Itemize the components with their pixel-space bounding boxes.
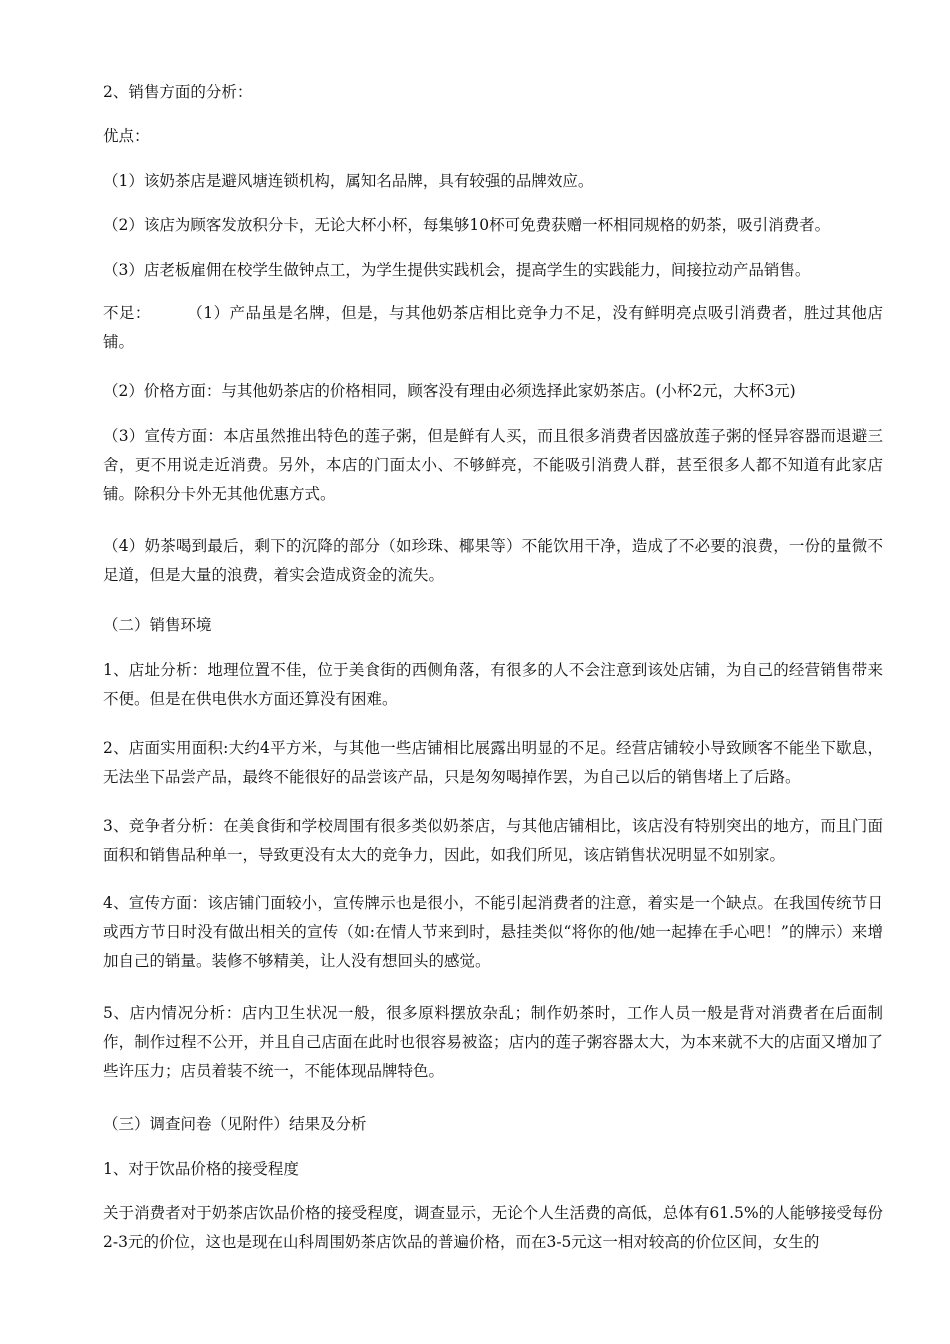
- environment-item-1: 1、店址分析：地理位置不佳，位于美食街的西侧角落，有很多的人不会注意到该处店铺，为自己的经营销售带来不便。但是在供电供水方面还算没有困难。: [103, 661, 883, 708]
- environment-item-2: 2、店面实用面积:大约4平方米，与其他一些店铺相比展露出明显的不足。经营店铺较小导致顾客不能坐下歇息，无法坐下品尝产品，最终不能很好的品尝该产品，只是匆匆喝掉作罢，为自己以后的销售堵上了后路。: [103, 739, 883, 786]
- shortcoming-item-1-text: （1）产品虽是名牌，但是，与其他奶茶店相比竞争力不足，没有鲜明亮点吸引消费者，胜过其他店铺。: [103, 304, 883, 351]
- advantage-item-1: （1）该奶茶店是避风塘连锁机构，属知名品牌，具有较强的品牌效应。: [103, 172, 594, 190]
- section-heading-sales-analysis: 2、销售方面的分析：: [103, 83, 253, 101]
- survey-price-paragraph: 关于消费者对于奶茶店饮品价格的接受程度，调查显示，无论个人生活费的高低，总体有61.5%的人能够接受每份2-3元的价位，这也是现在山科周围奶茶店饮品的普遍价格，而在3-5元这一相对较高的价位区间，女生的: [103, 1204, 883, 1251]
- label-advantages: 优点：: [103, 127, 150, 145]
- section-heading-survey: （三）调查问卷（见附件）结果及分析: [103, 1115, 367, 1133]
- survey-subheading-price: 1、对于饮品价格的接受程度: [103, 1160, 299, 1178]
- shortcoming-item-3: （3）宣传方面：本店虽然推出特色的莲子粥，但是鲜有人买，而且很多消费者因盛放莲子粥的怪异容器而退避三舍，更不用说走近消费。另外，本店的门面太小、不够鲜亮，不能吸引消费人群，甚至很多人都不知道有此家店铺。除积分卡外无其他优惠方式。: [103, 427, 883, 503]
- label-shortcomings: 不足：: [103, 304, 151, 322]
- shortcoming-item-1: [103, 299, 883, 357]
- environment-item-5: 5、店内情况分析：店内卫生状况一般，很多原料摆放杂乱；制作奶茶时，工作人员一般是背对消费者在后面制作，制作过程不公开，并且自己店面在此时也很容易被盗；店内的莲子粥容器太大，为本来就不大的店面又增加了些许压力；店员着装不统一，不能体现品牌特色。: [103, 1004, 883, 1080]
- shortcoming-item-4: （4）奶茶喝到最后，剩下的沉降的部分（如珍珠、椰果等）不能饮用干净，造成了不必要的浪费，一份的量微不足道，但是大量的浪费，着实会造成资金的流失。: [103, 537, 883, 584]
- environment-item-4: 4、宣传方面：该店铺门面较小，宣传牌示也是很小，不能引起消费者的注意，着实是一个缺点。在我国传统节日或西方节日时没有做出相关的宣传（如:在情人节来到时，悬挂类似“将你的他/她一起捧在手心吧！”的牌示）来增加自己的销量。装修不够精美，让人没有想回头的感觉。: [103, 894, 883, 970]
- shortcoming-item-2: （2）价格方面：与其他奶茶店的价格相同，顾客没有理由必须选择此家奶茶店。(小杯2元，大杯3元): [103, 382, 796, 400]
- advantage-item-2: （2）该店为顾客发放积分卡，无论大杯小杯，每集够10杯可免费获赠一杯相同规格的奶茶，吸引消费者。: [103, 216, 831, 234]
- advantage-item-3: （3）店老板雇佣在校学生做钟点工，为学生提供实践机会，提高学生的实践能力，间接拉动产品销售。: [103, 261, 811, 279]
- section-heading-sales-environment: （二）销售环境: [103, 616, 212, 634]
- environment-item-3: 3、竞争者分析：在美食街和学校周围有很多类似奶茶店，与其他店铺相比，该店没有特别突出的地方，而且门面面积和销售品种单一，导致更没有太大的竞争力，因此，如我们所见，该店销售状况明显不如别家。: [103, 817, 883, 864]
